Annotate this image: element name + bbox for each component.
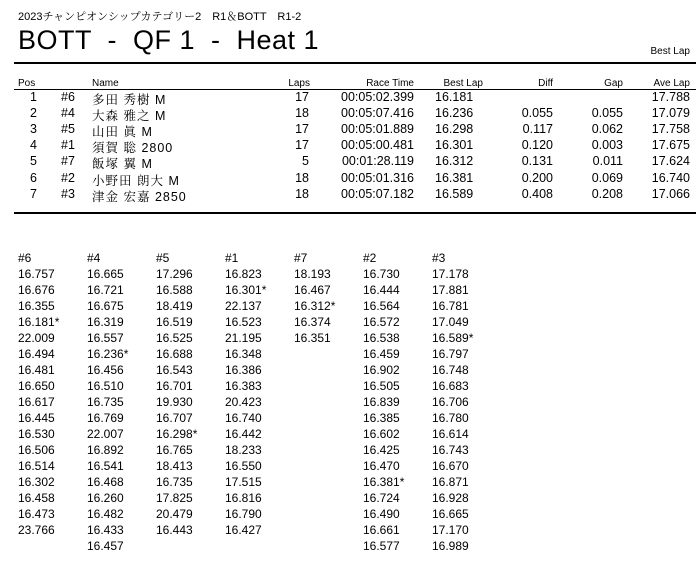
lap-time: 16.564 [363, 299, 400, 313]
laps-cell: 18 [295, 186, 309, 201]
gap-cell: 0.055 [591, 106, 623, 121]
lap-time: 16.557 [87, 331, 124, 345]
lap-time: 16.467 [294, 283, 331, 297]
lap-column-header: #3 [432, 251, 446, 265]
position-cell: 3 [30, 122, 37, 137]
lap-time: 16.523 [225, 315, 262, 329]
position-cell: 4 [30, 138, 37, 153]
laps-cell: 17 [295, 122, 309, 137]
lap-time: 16.665 [432, 507, 469, 521]
lap-time: 16.589* [432, 331, 474, 345]
col-best-lap: Best Lap [443, 78, 483, 89]
ave-lap-cell: 17.624 [651, 154, 690, 169]
lap-time: 16.301* [225, 283, 267, 297]
lap-time: 16.735 [156, 475, 193, 489]
laps-cell: 18 [295, 106, 309, 121]
lap-time: 16.781 [432, 299, 469, 313]
lap-time: 19.930 [156, 395, 193, 409]
lap-time: 16.312* [294, 299, 336, 313]
best-lap-cell: 16.298 [435, 122, 474, 137]
lap-time: 16.989 [432, 539, 469, 553]
lap-time: 16.871 [432, 475, 469, 489]
lap-time: 18.193 [294, 267, 331, 281]
best-lap-cell: 16.181 [435, 90, 474, 104]
driver-name-cell: 飯塚 翼 M [92, 157, 153, 172]
lap-time: 16.724 [363, 491, 400, 505]
lap-time: 17.049 [432, 315, 469, 329]
lap-column-header: #4 [87, 251, 101, 265]
best-lap-cell: 16.381 [435, 170, 474, 185]
lap-time: 16.577 [363, 539, 400, 553]
lap-time: 16.665 [87, 267, 124, 281]
lap-time: 16.319 [87, 315, 124, 329]
lap-time: 16.661 [363, 523, 400, 537]
lap-time: 16.425 [363, 443, 400, 457]
lap-time: 16.530 [18, 427, 55, 441]
lap-time: 16.302 [18, 475, 55, 489]
gap-cell: 0.062 [591, 122, 623, 137]
lap-time: 16.743 [432, 443, 469, 457]
lap-time: 16.510 [87, 379, 124, 393]
best-lap-cell: 16.589 [435, 186, 474, 201]
divider-top [14, 62, 696, 64]
ave-lap-cell: 16.740 [651, 170, 690, 185]
lap-column [87, 250, 157, 554]
lap-column [18, 250, 88, 538]
lap-time: 16.757 [18, 267, 55, 281]
ave-lap-cell: 17.675 [651, 138, 690, 153]
lap-time: 16.650 [18, 379, 55, 393]
gap-cell: 0.011 [592, 154, 623, 169]
lap-time: 16.505 [363, 379, 400, 393]
kart-number-cell: #2 [61, 170, 75, 185]
lap-time: 16.433 [87, 523, 124, 537]
lap-time: 16.459 [363, 347, 400, 361]
lap-time: 16.780 [432, 411, 469, 425]
lap-time: 18.413 [156, 459, 193, 473]
lap-time: 16.457 [87, 539, 124, 553]
ave-lap-cell: 17.788 [651, 90, 690, 104]
lap-time: 17.515 [225, 475, 262, 489]
lap-time: 16.506 [18, 443, 55, 457]
lap-column [294, 250, 364, 346]
lap-time: 16.260 [87, 491, 124, 505]
lap-time: 16.572 [363, 315, 400, 329]
lap-time: 16.839 [363, 395, 400, 409]
lap-time: 16.769 [87, 411, 124, 425]
lap-time: 16.790 [225, 507, 262, 521]
lap-time: 16.458 [18, 491, 55, 505]
best-lap-cell: 16.301 [435, 138, 474, 153]
driver-name-cell: 山田 眞 M [92, 125, 153, 140]
lap-time: 22.007 [87, 427, 124, 441]
result-row [0, 106, 700, 122]
lap-time: 16.730 [363, 267, 400, 281]
lap-time: 17.170 [432, 523, 469, 537]
lap-time: 22.137 [225, 299, 262, 313]
lap-time: 16.490 [363, 507, 400, 521]
diff-cell: 0.117 [522, 122, 553, 137]
result-row [0, 171, 700, 187]
lap-time: 16.468 [87, 475, 124, 489]
driver-name-cell: 小野田 朗大 M [92, 173, 180, 188]
lap-time: 20.479 [156, 507, 193, 521]
kart-number-cell: #7 [61, 154, 75, 169]
gap-cell: 0.003 [591, 138, 623, 153]
laps-cell: 5 [302, 154, 309, 169]
laps-cell: 17 [295, 138, 309, 153]
lap-time: 16.797 [432, 347, 469, 361]
race-time-cell: 00:05:07.416 [341, 106, 414, 121]
position-cell: 5 [30, 154, 37, 169]
lap-time: 16.707 [156, 411, 193, 425]
lap-column [156, 250, 226, 538]
lap-time: 16.588 [156, 283, 193, 297]
driver-name-cell: 大森 雅之 M [92, 109, 167, 124]
lap-time: 16.550 [225, 459, 262, 473]
gap-cell: 0.208 [591, 186, 623, 201]
lap-time: 16.386 [225, 363, 262, 377]
driver-name-cell: 多田 秀樹 M [92, 93, 167, 107]
driver-name-cell: 津金 宏嘉 2850 [92, 189, 187, 204]
lap-time: 22.009 [18, 331, 55, 345]
lap-time: 16.374 [294, 315, 331, 329]
lap-time: 16.442 [225, 427, 262, 441]
position-cell: 1 [30, 90, 37, 104]
lap-time: 16.683 [432, 379, 469, 393]
lap-time: 16.823 [225, 267, 262, 281]
lap-column-header: #2 [363, 251, 377, 265]
lap-time: 16.538 [363, 331, 400, 345]
lap-column-header: #5 [156, 251, 170, 265]
diff-cell: 0.200 [521, 170, 553, 185]
lap-time: 16.443 [156, 523, 193, 537]
lap-time: 16.298* [156, 427, 198, 441]
lap-time: 16.902 [363, 363, 400, 377]
lap-time: 16.721 [87, 283, 124, 297]
lap-column-header: #6 [18, 251, 32, 265]
lap-time: 16.519 [156, 315, 193, 329]
lap-column [432, 250, 502, 554]
lap-time: 16.928 [432, 491, 469, 505]
lap-time: 16.543 [156, 363, 193, 377]
col-pos: Pos [18, 78, 36, 89]
col-laps: Laps [288, 78, 310, 89]
diff-cell: 0.055 [521, 106, 553, 121]
lap-column-header: #1 [225, 251, 239, 265]
race-time-cell: 00:05:07.182 [341, 186, 414, 201]
lap-time: 18.233 [225, 443, 262, 457]
lap-time: 16.456 [87, 363, 124, 377]
lap-column [225, 250, 295, 538]
lap-time: 16.348 [225, 347, 262, 361]
page-title: BOTT - QF 1 - Heat 1 [18, 25, 320, 55]
lap-column [363, 250, 433, 554]
col-gap: Gap [604, 78, 623, 89]
result-row [0, 122, 700, 138]
best-lap-cell: 16.312 [435, 154, 474, 169]
event-subtitle: 2023チャンピオンシップカテゴリー2 R1＆BOTT R1-2 [18, 11, 302, 23]
kart-number-cell: #6 [61, 90, 75, 104]
lap-time: 16.670 [432, 459, 469, 473]
lap-time: 16.494 [18, 347, 55, 361]
lap-time: 16.706 [432, 395, 469, 409]
lap-time: 16.445 [18, 411, 55, 425]
laps-cell: 18 [295, 170, 309, 185]
kart-number-cell: #3 [61, 186, 75, 201]
lap-time: 16.688 [156, 347, 193, 361]
diff-cell: 0.408 [521, 186, 553, 201]
lap-time: 16.383 [225, 379, 262, 393]
lap-time: 16.765 [156, 443, 193, 457]
kart-number-cell: #1 [61, 138, 75, 153]
lap-time: 16.701 [156, 379, 193, 393]
lap-time: 16.614 [432, 427, 469, 441]
race-time-cell: 00:05:01.316 [341, 170, 414, 185]
result-row [0, 90, 700, 106]
ave-lap-cell: 17.758 [651, 122, 690, 137]
lap-time: 16.676 [18, 283, 55, 297]
lap-time: 16.525 [156, 331, 193, 345]
result-row [0, 154, 700, 170]
lap-time: 16.444 [363, 283, 400, 297]
lap-time: 21.195 [225, 331, 262, 345]
race-time-cell: 00:05:00.481 [341, 138, 414, 153]
lap-time: 16.427 [225, 523, 262, 537]
diff-cell: 0.131 [521, 154, 553, 169]
lap-time: 17.296 [156, 267, 193, 281]
lap-time: 23.766 [18, 523, 55, 537]
lap-time: 16.481 [18, 363, 55, 377]
lap-time: 16.514 [18, 459, 55, 473]
lap-time: 16.473 [18, 507, 55, 521]
col-race-time: Race Time [366, 78, 414, 89]
divider-bottom [14, 212, 696, 214]
lap-time: 16.381* [363, 475, 405, 489]
lap-time: 16.602 [363, 427, 400, 441]
kart-number-cell: #4 [61, 106, 75, 121]
result-row [0, 187, 700, 203]
lap-time: 16.385 [363, 411, 400, 425]
race-time-cell: 00:05:02.399 [341, 90, 414, 104]
lap-time: 17.178 [432, 267, 469, 281]
diff-cell: 0.120 [521, 138, 553, 153]
lap-time: 16.617 [18, 395, 55, 409]
ave-lap-cell: 17.066 [651, 186, 690, 201]
lap-time: 16.482 [87, 507, 124, 521]
driver-name-cell: 須賀 聡 2800 [92, 141, 174, 156]
lap-time: 16.816 [225, 491, 262, 505]
lap-column-header: #7 [294, 251, 308, 265]
lap-time: 16.675 [87, 299, 124, 313]
best-lap-label: Best Lap [650, 46, 690, 57]
lap-time: 18.419 [156, 299, 193, 313]
lap-time: 16.236* [87, 347, 129, 361]
lap-time: 16.541 [87, 459, 124, 473]
lap-time: 17.825 [156, 491, 193, 505]
lap-time: 16.892 [87, 443, 124, 457]
position-cell: 7 [30, 186, 37, 201]
best-lap-cell: 16.236 [435, 106, 474, 121]
lap-time: 20.423 [225, 395, 262, 409]
lap-time: 16.748 [432, 363, 469, 377]
lap-time: 16.735 [87, 395, 124, 409]
lap-time: 16.355 [18, 299, 55, 313]
ave-lap-cell: 17.079 [651, 106, 690, 121]
lap-time: 17.881 [432, 283, 469, 297]
lap-time: 16.181* [18, 315, 60, 329]
col-name: Name [92, 78, 119, 89]
position-cell: 6 [30, 170, 37, 185]
lap-time: 16.470 [363, 459, 400, 473]
col-ave-lap: Ave Lap [653, 78, 690, 89]
race-time-cell: 00:01:28.119 [341, 154, 414, 169]
position-cell: 2 [30, 106, 37, 121]
laps-cell: 17 [295, 90, 309, 104]
lap-time: 16.351 [294, 331, 331, 345]
lap-time: 16.740 [225, 411, 262, 425]
gap-cell: 0.069 [591, 170, 623, 185]
result-row [0, 138, 700, 154]
col-diff: Diff [538, 78, 553, 89]
kart-number-cell: #5 [61, 122, 75, 137]
race-time-cell: 00:05:01.889 [341, 122, 414, 137]
